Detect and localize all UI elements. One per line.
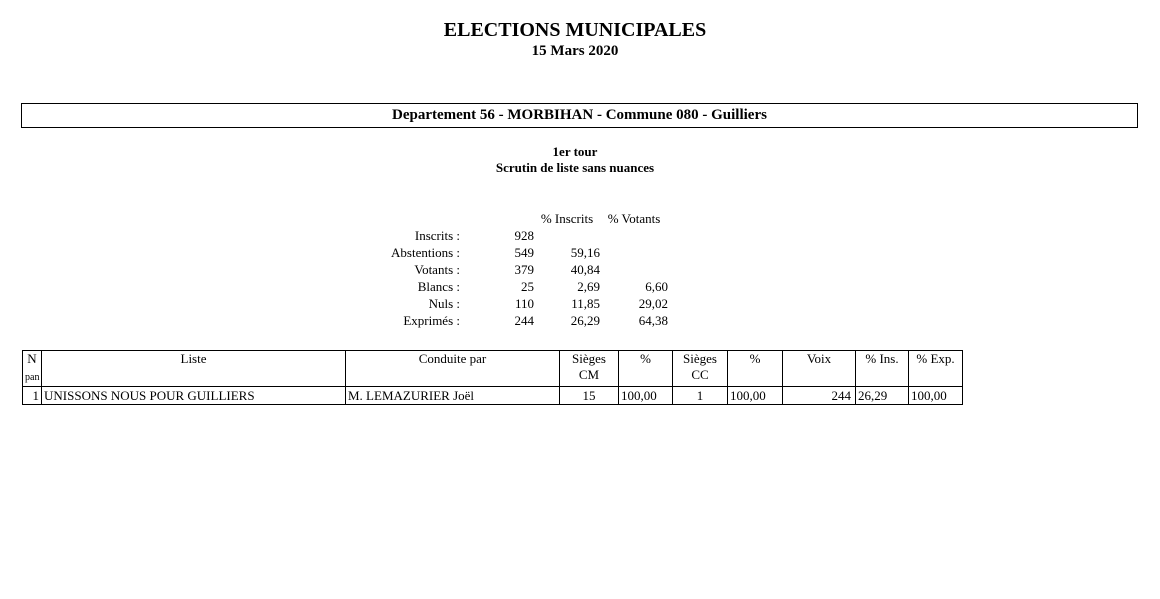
results-header-pct-cm: % [619, 351, 673, 387]
participation-row-nuls [340, 295, 668, 312]
pct-votants-header: % Votants [607, 210, 661, 226]
participation-value: 549 [514, 244, 534, 260]
participation-pct-votants: 6,60 [645, 278, 668, 294]
results-cell-pct-ins: 26,29 [856, 387, 909, 405]
participation-header-row [340, 210, 668, 227]
participation-value: 25 [521, 278, 534, 294]
participation-value: 379 [514, 261, 534, 277]
participation-row-votants [340, 261, 668, 278]
results-header-conduite-par: Conduite par [346, 351, 560, 387]
results-cell-pct-cc: 100,00 [728, 387, 783, 405]
page-title: ELECTIONS MUNICIPALES [443, 19, 707, 41]
participation-value: 244 [514, 312, 534, 328]
participation-row-inscrits [340, 227, 668, 244]
results-table [22, 350, 963, 405]
results-row [23, 387, 963, 405]
results-header-liste: Liste [42, 351, 346, 387]
participation-row-abstentions [340, 244, 668, 261]
department-header: Departement 56 - MORBIHAN - Commune 080 - Guilliers [392, 107, 767, 123]
participation-value: 928 [514, 227, 534, 243]
participation-value: 110 [514, 295, 534, 311]
results-cell-num: 1 [23, 387, 42, 405]
results-header-pct-ins: % Ins. [856, 351, 909, 387]
participation-label: Votants : [414, 261, 460, 277]
participation-label: Inscrits : [414, 227, 460, 243]
participation-table [340, 210, 668, 329]
tour-title: 1er tour [552, 144, 598, 159]
results-cell-conduite-par: M. LEMAZURIER Joël [346, 387, 560, 405]
participation-label: Nuls : [428, 295, 460, 311]
scrutin-subtitle: Scrutin de liste sans nuances [495, 160, 655, 175]
department-header-box [21, 103, 1138, 128]
results-header-pct-cc: % [728, 351, 783, 387]
participation-pct-inscrits: 40,84 [570, 261, 600, 277]
results-cell-pct-exp: 100,00 [909, 387, 963, 405]
page-date: 15 Mars 2020 [531, 43, 619, 59]
participation-label: Exprimés : [403, 312, 460, 328]
results-cell-sieges-cc: 1 [673, 387, 728, 405]
pct-inscrits-header: % Inscrits [540, 210, 594, 226]
results-header-row [23, 351, 963, 387]
results-header-voix: Voix [783, 351, 856, 387]
participation-row-exprimes [340, 312, 668, 329]
results-header-pct-exp: % Exp. [909, 351, 963, 387]
participation-pct-votants: 29,02 [638, 295, 668, 311]
participation-row-blancs [340, 278, 668, 295]
participation-pct-votants [600, 227, 668, 244]
participation-pct-inscrits: 26,29 [570, 312, 600, 328]
results-cell-sieges-cm: 15 [560, 387, 619, 405]
results-cell-voix: 244 [783, 387, 856, 405]
participation-pct-inscrits: 2,69 [577, 278, 600, 294]
participation-pct-votants [600, 261, 668, 278]
participation-pct-votants [600, 244, 668, 261]
participation-pct-inscrits [534, 227, 600, 244]
results-header-num: N pan [23, 351, 42, 387]
participation-label: Blancs : [417, 278, 460, 294]
results-header-sieges-cc: Sièges CC [673, 351, 728, 387]
participation-pct-inscrits: 11,85 [571, 295, 600, 311]
participation-label: Abstentions : [391, 244, 460, 260]
participation-pct-inscrits: 59,16 [570, 244, 600, 260]
results-cell-pct-cm: 100,00 [619, 387, 673, 405]
participation-pct-votants: 64,38 [638, 312, 668, 328]
results-cell-liste: UNISSONS NOUS POUR GUILLIERS [42, 387, 346, 405]
results-header-sieges-cm: Sièges CM [560, 351, 619, 387]
title-block [0, 18, 1150, 61]
tour-block [0, 144, 1150, 176]
